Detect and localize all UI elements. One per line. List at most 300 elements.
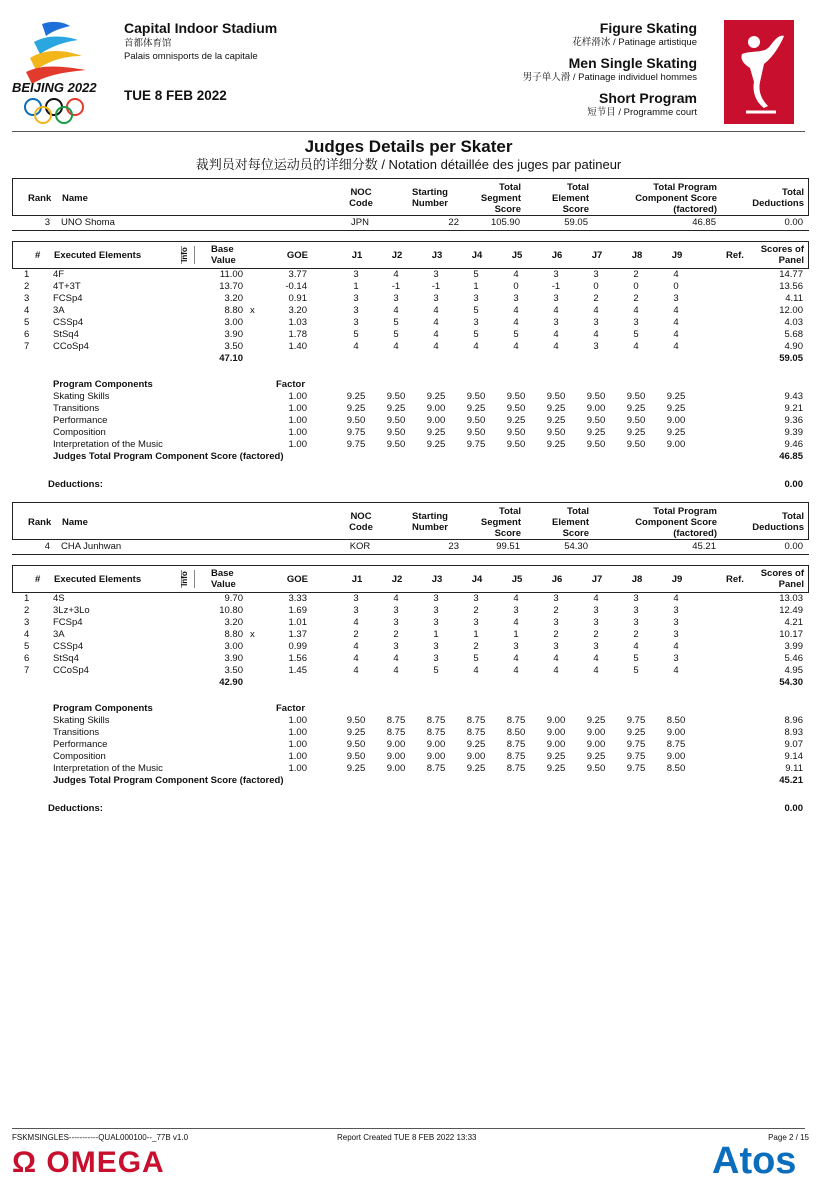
element-panel-score: 4.95 (784, 665, 803, 676)
component-row (12, 415, 809, 427)
component-judge-score: 9.75 (346, 427, 366, 438)
skater-total-segment-score: 99.51 (496, 541, 520, 552)
element-base-value: 3.20 (224, 293, 243, 304)
element-number: 6 (24, 329, 30, 340)
component-judge-score: 9.00 (666, 751, 686, 762)
col-judge-7: J7 (591, 574, 603, 585)
col-base-value-1: Base (211, 568, 234, 579)
component-panel-score: 9.39 (784, 427, 803, 438)
header-label-rank: Rank (28, 193, 52, 204)
component-factor: 1.00 (288, 763, 307, 774)
header-label-tes3: Score (562, 204, 589, 215)
header-label-tes2: Element (552, 193, 589, 204)
component-row (12, 715, 809, 727)
col-judge-8: J8 (631, 250, 643, 261)
components-header-row (12, 703, 809, 715)
element-judge-score: 4 (393, 341, 399, 352)
element-base-value: 8.80 (224, 305, 243, 316)
elements-header (12, 565, 809, 593)
element-judge-score: 3 (433, 269, 439, 280)
component-factor: 1.00 (288, 751, 307, 762)
skater-summary-row (12, 216, 809, 231)
component-panel-score: 9.46 (784, 439, 803, 450)
component-judge-score: 9.50 (386, 415, 406, 426)
component-judge-score: 9.50 (586, 391, 606, 402)
component-judge-score: 8.75 (506, 763, 526, 774)
components-total-score: 45.21 (779, 775, 803, 786)
component-judge-score: 9.00 (386, 763, 406, 774)
element-judge-score: 3 (393, 617, 399, 628)
component-row (12, 751, 809, 763)
skater-total-component-score: 45.21 (692, 541, 716, 552)
element-judge-score: 3 (593, 341, 599, 352)
element-row (12, 593, 809, 605)
component-judge-score: 9.00 (666, 439, 686, 450)
header-label-tes2: Element (552, 517, 589, 528)
header-label-ded2: Deductions (752, 522, 804, 533)
component-judge-score: 8.75 (426, 763, 446, 774)
component-judge-score: 9.00 (586, 727, 606, 738)
element-row (12, 653, 809, 665)
skater-total-element-score: 59.05 (564, 217, 588, 228)
component-name: Interpretation of the Music (53, 439, 163, 450)
skater-total-segment-score: 105.90 (490, 217, 520, 228)
element-code: 3Lz+3Lo (53, 605, 90, 616)
col-judge-4: J4 (471, 574, 483, 585)
element-code: 4T+3T (53, 281, 81, 292)
component-row (12, 391, 809, 403)
component-judge-score: 9.50 (466, 415, 486, 426)
element-panel-score: 13.03 (779, 593, 803, 604)
element-judge-score: 3 (633, 317, 639, 328)
component-name: Performance (53, 739, 108, 750)
component-panel-score: 9.36 (784, 415, 803, 426)
component-judge-score: 9.25 (346, 403, 366, 414)
component-judge-score: 9.25 (466, 763, 486, 774)
element-judge-score: 5 (633, 665, 639, 676)
component-judge-score: 9.00 (466, 751, 486, 762)
element-judge-score: 4 (553, 653, 559, 664)
element-judge-score: -1 (551, 281, 561, 292)
header-label-tes1: Total (567, 182, 589, 193)
element-row (12, 281, 809, 293)
component-judge-score: 8.75 (386, 715, 406, 726)
col-judge-2: J2 (391, 250, 403, 261)
element-panel-score: 5.68 (784, 329, 803, 340)
deductions-row (12, 803, 809, 815)
element-judge-score: 3 (593, 641, 599, 652)
component-row (12, 763, 809, 775)
component-judge-score: 9.25 (666, 391, 686, 402)
element-number: 6 (24, 653, 30, 664)
element-judge-score: 4 (513, 593, 519, 604)
element-panel-score: 3.99 (784, 641, 803, 652)
element-judge-score: 4 (593, 329, 599, 340)
base-value-total: 47.10 (219, 353, 243, 364)
element-goe: 1.56 (288, 653, 307, 664)
header-label-noc1: NOC (350, 511, 372, 522)
element-judge-score: 3 (553, 641, 559, 652)
col-judge-3: J3 (431, 250, 443, 261)
col-judge-7: J7 (591, 250, 603, 261)
element-judge-score: 3 (353, 305, 359, 316)
element-judge-score: 4 (633, 641, 639, 652)
component-judge-score: 9.00 (666, 415, 686, 426)
col-info-label: Info (179, 247, 189, 262)
venue-en: Capital Indoor Stadium (124, 20, 278, 36)
component-name: Composition (53, 751, 106, 762)
col-judge-3: J3 (431, 574, 443, 585)
footer-code: FSKMSINGLES-----------QUAL000100--_77B v1.0 (12, 1133, 189, 1142)
element-goe: 3.77 (288, 269, 307, 280)
element-judge-score: 4 (673, 665, 679, 676)
element-goe: 3.20 (288, 305, 307, 316)
col-judge-6: J6 (551, 574, 563, 585)
element-judge-score: 2 (473, 605, 479, 616)
component-judge-score: 8.75 (506, 751, 526, 762)
component-judge-score: 9.50 (386, 391, 406, 402)
deductions-value: 0.00 (784, 803, 803, 814)
element-judge-score: 4 (673, 305, 679, 316)
skater-name: UNO Shoma (61, 217, 115, 228)
element-judge-score: 4 (473, 341, 479, 352)
component-judge-score: 9.50 (626, 391, 646, 402)
component-judge-score: 9.25 (626, 727, 646, 738)
element-code: FCSp4 (53, 617, 83, 628)
component-judge-score: 9.25 (466, 739, 486, 750)
element-number: 7 (24, 341, 30, 352)
component-judge-score: 9.00 (426, 751, 446, 762)
element-judge-score: 3 (473, 617, 479, 628)
component-factor: 1.00 (288, 439, 307, 450)
col-judge-5: J5 (511, 574, 523, 585)
col-scores-of-panel-1: Scores of (760, 568, 804, 579)
header-label-noc1: NOC (350, 187, 372, 198)
element-judge-score: 4 (393, 593, 399, 604)
element-judge-score: 4 (513, 665, 519, 676)
element-code: StSq4 (53, 653, 79, 664)
component-factor: 1.00 (288, 391, 307, 402)
element-judge-score: 0 (593, 281, 599, 292)
col-judge-6: J6 (551, 250, 563, 261)
component-judge-score: 9.25 (426, 439, 446, 450)
element-judge-score: 3 (433, 653, 439, 664)
element-goe: -0.14 (285, 281, 307, 292)
header-label-pcs2: Component Score (635, 517, 717, 528)
element-judge-score: 3 (353, 293, 359, 304)
element-judge-score: 4 (553, 305, 559, 316)
element-judge-score: 3 (433, 617, 439, 628)
element-number: 2 (24, 281, 30, 292)
element-judge-score: 2 (353, 629, 359, 640)
element-row (12, 617, 809, 629)
elements-header (12, 241, 809, 269)
element-judge-score: 5 (473, 269, 479, 280)
element-judge-score: 3 (553, 317, 559, 328)
element-code: 4S (53, 593, 65, 604)
component-judge-score: 9.50 (546, 391, 566, 402)
components-total-row (12, 775, 809, 787)
element-judge-score: 0 (673, 281, 679, 292)
element-base-value: 11.00 (219, 269, 243, 280)
component-judge-score: 9.00 (546, 715, 566, 726)
element-judge-score: 3 (393, 293, 399, 304)
col-judge-8: J8 (631, 574, 643, 585)
element-judge-score: 2 (593, 629, 599, 640)
header-label-ded2: Deductions (752, 198, 804, 209)
summary-header (12, 178, 809, 216)
element-judge-score: 3 (673, 653, 679, 664)
component-judge-score: 9.00 (386, 739, 406, 750)
component-row (12, 439, 809, 451)
component-judge-score: 9.50 (466, 391, 486, 402)
venue-block (124, 20, 277, 63)
component-name: Skating Skills (53, 715, 110, 726)
component-judge-score: 9.50 (506, 427, 526, 438)
component-judge-score: 8.75 (506, 715, 526, 726)
event-subtitle: 男子单人滑 / Patinage individuel hommes (522, 72, 697, 83)
element-judge-score: 4 (673, 641, 679, 652)
element-judge-score: 2 (553, 629, 559, 640)
component-judge-score: 9.25 (586, 715, 606, 726)
element-base-value: 3.50 (224, 341, 243, 352)
skater-summary-row (12, 540, 809, 555)
component-panel-score: 9.21 (784, 403, 803, 414)
element-panel-score: 4.90 (784, 341, 803, 352)
skater-section (12, 178, 809, 491)
component-name: Performance (53, 415, 108, 426)
col-base-value-2: Value (211, 579, 236, 590)
component-judge-score: 9.50 (586, 439, 606, 450)
component-judge-score: 9.50 (346, 739, 366, 750)
header-label-rank: Rank (28, 517, 52, 528)
header-label-start1: Starting (412, 511, 448, 522)
element-judge-score: 5 (473, 653, 479, 664)
element-judge-score: 3 (393, 605, 399, 616)
components-total-row (12, 451, 809, 463)
col-scores-of-panel-2: Panel (778, 255, 804, 266)
element-panel-score: 12.49 (779, 605, 803, 616)
element-goe: 3.33 (288, 593, 307, 604)
component-judge-score: 9.50 (506, 439, 526, 450)
element-judge-score: 4 (553, 665, 559, 676)
element-judge-score: 3 (473, 593, 479, 604)
header-label-noc2: Code (349, 198, 373, 209)
skater-total-deductions: 0.00 (784, 541, 803, 552)
col-base-value-1: Base (211, 244, 234, 255)
component-judge-score: 8.50 (666, 763, 686, 774)
element-judge-score: 3 (593, 605, 599, 616)
element-judge-score: 4 (673, 269, 679, 280)
col-scores-of-panel-2: Panel (778, 579, 804, 590)
element-judge-score: 3 (593, 317, 599, 328)
skater-noc: JPN (351, 217, 369, 228)
logo-text: BEIJING 2022 (12, 80, 97, 95)
component-judge-score: 9.25 (546, 763, 566, 774)
element-base-value: 3.20 (224, 617, 243, 628)
segment-subtitle: 短节目 / Programme court (587, 107, 697, 118)
element-number: 4 (24, 629, 30, 640)
element-judge-score: 1 (473, 281, 479, 292)
element-judge-score: 4 (353, 341, 359, 352)
header-label-tss3: Score (494, 528, 521, 539)
header-label-tss1: Total (499, 182, 521, 193)
col-goe: GOE (286, 574, 308, 585)
component-judge-score: 9.00 (546, 739, 566, 750)
element-base-value: 8.80 (224, 629, 243, 640)
component-row (12, 427, 809, 439)
header-label-start1: Starting (412, 187, 448, 198)
element-judge-score: 2 (393, 629, 399, 640)
component-judge-score: 9.75 (626, 715, 646, 726)
element-judge-score: 4 (593, 665, 599, 676)
component-panel-score: 9.07 (784, 739, 803, 750)
event-title: Men Single Skating (568, 55, 697, 71)
element-judge-score: 3 (553, 593, 559, 604)
element-code: 3A (53, 305, 65, 316)
component-judge-score: 9.75 (626, 763, 646, 774)
component-name: Skating Skills (53, 391, 110, 402)
element-judge-score: 5 (393, 329, 399, 340)
component-judge-score: 9.50 (466, 427, 486, 438)
element-goe: 0.91 (288, 293, 307, 304)
col-executed-elements: Executed Elements (54, 250, 142, 261)
skater-total-element-score: 54.30 (564, 541, 588, 552)
header-divider (12, 131, 805, 132)
element-panel-score: 4.21 (784, 617, 803, 628)
footer-divider (12, 1128, 805, 1129)
component-row (12, 739, 809, 751)
element-judge-score: 3 (433, 605, 439, 616)
component-factor: 1.00 (288, 727, 307, 738)
element-judge-score: 3 (473, 317, 479, 328)
page-subtitle: 裁判员对每位运动员的详细分数 / Notation détaillée des juges par patineur (195, 157, 622, 172)
element-judge-score: 4 (513, 617, 519, 628)
element-judge-score: 4 (513, 653, 519, 664)
venue-fr: Palais omnisports de la capitale (124, 51, 258, 62)
element-goe: 0.99 (288, 641, 307, 652)
event-date: TUE 8 FEB 2022 (124, 88, 227, 103)
element-judge-score: 5 (393, 317, 399, 328)
header-label-ded1: Total (782, 511, 804, 522)
base-value-total: 42.90 (219, 677, 243, 688)
element-judge-score: 4 (593, 653, 599, 664)
header-label-tss3: Score (494, 204, 521, 215)
component-judge-score: 9.50 (506, 391, 526, 402)
header-label-pcs3: (factored) (673, 204, 717, 215)
element-code: 4F (53, 269, 65, 280)
element-number: 2 (24, 605, 30, 616)
element-base-value: 3.00 (224, 641, 243, 652)
element-judge-score: 5 (433, 665, 439, 676)
element-goe: 1.03 (288, 317, 307, 328)
element-row (12, 665, 809, 677)
element-judge-score: 5 (633, 653, 639, 664)
component-judge-score: 9.25 (546, 439, 566, 450)
component-judge-score: 9.50 (346, 415, 366, 426)
element-judge-score: 2 (593, 293, 599, 304)
components-total-label: Judges Total Program Component Score (factored) (53, 775, 284, 786)
component-row (12, 727, 809, 739)
element-code: FCSp4 (53, 293, 83, 304)
component-panel-score: 9.14 (784, 751, 803, 762)
element-judge-score: 4 (553, 341, 559, 352)
component-judge-score: 9.75 (626, 739, 646, 750)
skater-start-number: 23 (448, 541, 459, 552)
element-judge-score: 4 (433, 305, 439, 316)
summary-header (12, 502, 809, 540)
element-judge-score: 4 (393, 305, 399, 316)
header-label-pcs1: Total Program (653, 182, 717, 193)
component-name: Composition (53, 427, 106, 438)
element-judge-score: 3 (593, 269, 599, 280)
col-judge-2: J2 (391, 574, 403, 585)
element-judge-score: 4 (593, 593, 599, 604)
component-judge-score: 9.25 (386, 403, 406, 414)
element-judge-score: 3 (353, 269, 359, 280)
element-panel-score: 4.11 (785, 293, 803, 304)
element-number: 4 (24, 305, 30, 316)
header-label-name: Name (62, 193, 88, 204)
component-judge-score: 9.00 (426, 739, 446, 750)
col-ref: Ref. (726, 250, 744, 261)
component-row (12, 403, 809, 415)
component-judge-score: 9.00 (666, 727, 686, 738)
element-judge-score: 4 (673, 329, 679, 340)
element-judge-score: 4 (593, 305, 599, 316)
sport-subtitle: 花样滑冰 / Patinage artistique (572, 37, 697, 48)
element-score-total: 59.05 (779, 353, 803, 364)
element-base-value: 10.80 (219, 605, 243, 616)
element-judge-score: 2 (473, 641, 479, 652)
element-code: StSq4 (53, 329, 79, 340)
skater-start-number: 22 (448, 217, 459, 228)
element-goe: 1.69 (288, 605, 307, 616)
col-executed-elements: Executed Elements (54, 574, 142, 585)
element-judge-score: 3 (433, 641, 439, 652)
component-judge-score: 9.75 (346, 439, 366, 450)
component-judge-score: 9.25 (546, 751, 566, 762)
element-number: 3 (24, 617, 30, 628)
element-judge-score: 3 (593, 617, 599, 628)
element-judge-score: 3 (353, 317, 359, 328)
element-number: 5 (24, 641, 30, 652)
deductions-row (12, 479, 809, 491)
deductions-label: Deductions: (48, 479, 103, 490)
element-judge-score: 3 (473, 293, 479, 304)
element-panel-score: 10.17 (779, 629, 803, 640)
col-number: # (35, 250, 41, 261)
component-factor: 1.00 (288, 427, 307, 438)
col-base-value-2: Value (211, 255, 236, 266)
header-label-pcs3: (factored) (673, 528, 717, 539)
element-goe: 1.40 (288, 341, 307, 352)
header-label-tss1: Total (499, 506, 521, 517)
header-label-noc2: Code (349, 522, 373, 533)
component-judge-score: 9.50 (346, 715, 366, 726)
component-judge-score: 8.75 (426, 715, 446, 726)
element-judge-score: 3 (673, 629, 679, 640)
element-bonus-marker: x (250, 629, 255, 640)
component-judge-score: 9.00 (426, 415, 446, 426)
component-judge-score: 9.00 (586, 403, 606, 414)
component-judge-score: 9.25 (426, 391, 446, 402)
element-judge-score: 3 (633, 593, 639, 604)
beijing-2022-logo (12, 18, 100, 126)
component-judge-score: 9.50 (386, 439, 406, 450)
element-judge-score: 4 (393, 665, 399, 676)
component-panel-score: 9.43 (784, 391, 803, 402)
